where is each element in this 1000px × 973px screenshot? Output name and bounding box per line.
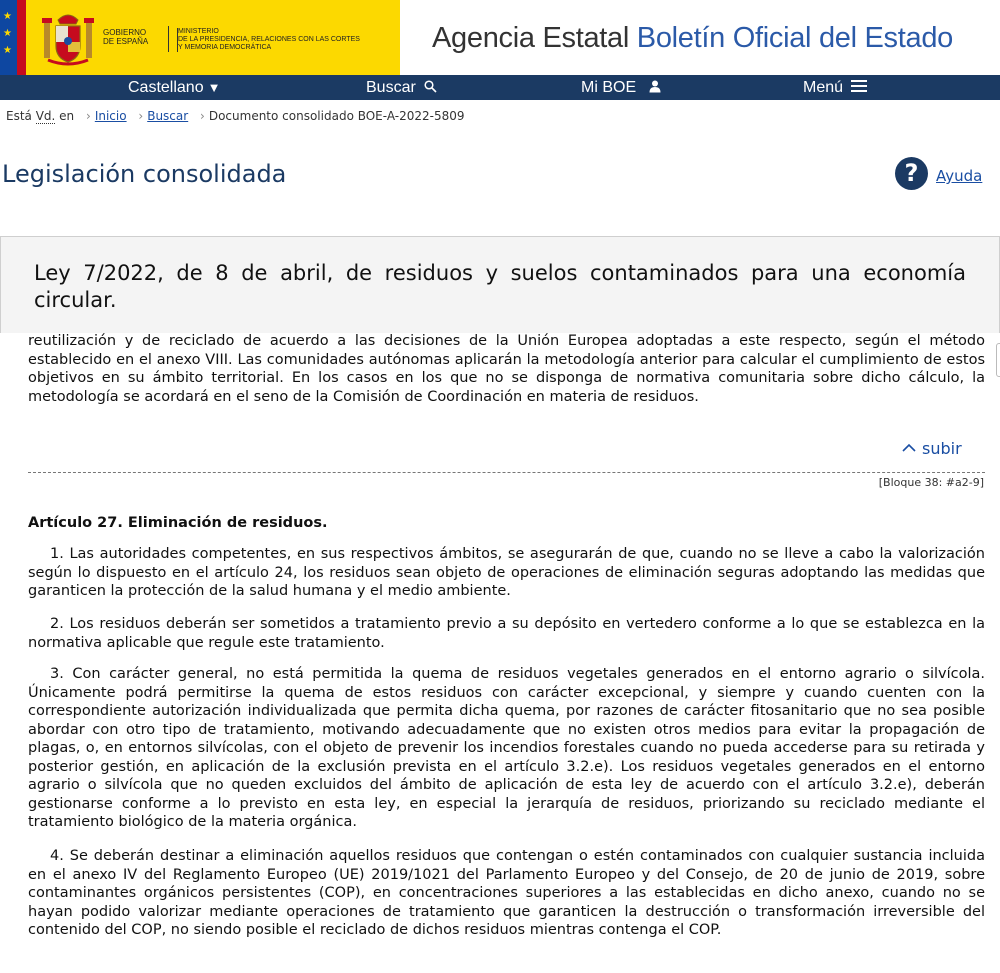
ministerio-line-3: Y MEMORIA DEMOCRÁTICA — [178, 44, 272, 51]
help-link[interactable]: Ayuda — [936, 167, 983, 185]
breadcrumb-prefix: Está — [6, 109, 36, 123]
chevron-up-icon — [902, 443, 916, 452]
nav-search[interactable] — [366, 75, 437, 100]
nav-mi-boe-label: Mi BOE — [581, 79, 637, 96]
hamburger-icon — [851, 80, 867, 92]
breadcrumb-separator: › — [200, 109, 205, 123]
page-title: Legislación consolidada — [2, 160, 287, 188]
site-title-boe: Boletín Oficial del Estado — [636, 22, 953, 54]
breadcrumb-separator: › — [138, 109, 144, 123]
caret-down-icon: ▼ — [207, 80, 221, 95]
breadcrumb-current: Documento consolidado BOE-A-2022-5809 — [208, 109, 465, 123]
article-paragraph: 3. Con carácter general, no está permitida la quema de residuos vegetales generados en el entorno agrario o silvícola. Únicamente podrá permitirse la quema de estos residuos con carácter excepcional, y siempre y cuando cuenten con la correspondiente autorización individualizada que permita dicha quema, por razones de carácter fitosanitario que no sea posible abordar con otro tipo de tratamiento, motivando adecuadamente que no existen otros medios para evitar la propagación de plagas, o, en entornos silvícolas, con el objeto de prevenir los incendios forestales cuando no pueda accederse para su retirada y posterior gestión, en aplicación de la exclusión prevista en el artículo 3.2.e). Los residuos vegetales generados en el entorno agrario o silvícola que no queden excluidos del ámbito de aplicación de esta ley de acuerdo con el artículo 3.2.e), deberán gestionarse conforme a lo previsto en esta ley, en especial la jerarquía de residuos, priorizando su reciclado mediante el tratamiento biológico de la materia orgánica. — [28, 666, 985, 830]
main-navbar — [0, 75, 1000, 100]
article-paragraph: 4. Se deberán destinar a eliminación aquellos residuos que contengan o estén contaminados con cualquier sustancia incluida en el anexo IV del Reglamento Europeo (UE) 2019/1021 del Parlamento Europeo y del Consejo, de 20 de junio de 2019, sobre contaminantes orgánicos persistentes (COP), en concentraciones superiores a las establecidas en dicho anexo, cuando no se hayan podido valorizar mediante operaciones de tratamiento que garanticen la destrucción o transformación irreversible del contenido del COP, no siendo posible el reciclado de dichos residuos mientras contenga el COP. — [28, 848, 985, 938]
scroll-up-link[interactable] — [902, 439, 962, 458]
document-title: Ley 7/2022, de 8 de abril, de residuos y suelos contaminados para una economía circular. — [34, 261, 966, 312]
site-title[interactable] — [432, 22, 953, 55]
nav-menu-label: Menú — [803, 79, 844, 96]
scroll-up-label: subir — [922, 439, 962, 458]
coat-of-arms-icon — [42, 10, 94, 66]
article-heading: Artículo 27. Eliminación de residuos. — [28, 515, 328, 531]
header-divider — [168, 26, 169, 52]
nav-search-label: Buscar — [366, 79, 416, 96]
article-paragraph: 1. Las autoridades competentes, en sus respectivos ámbitos, se asegurarán de que, cuando no se lleve a cabo la valorización según lo dispuesto en el artículo 24, los residuos sean objeto de operaciones de eliminación seguras adoptando las medidas que garanticen la protección de la salud humana y el medio ambiente. — [28, 546, 985, 599]
gobierno-line-1: GOBIERNO — [103, 28, 147, 37]
government-banner[interactable] — [0, 0, 400, 75]
site-title-agency: Agencia Estatal — [432, 22, 637, 54]
ministerio-label — [177, 28, 360, 52]
continued-paragraph: reutilización y de reciclado de acuerdo a las decisiones de la Unión Europea adoptadas a este respecto, según el método establecido en el anexo VIII. Las comunidades autónomas aplicarán la metodología anterior para calcular el cumplimiento de estos objetivos en su ámbito territorial. En los casos en los que no se disponga de normativa comunitaria sobre dicho cálculo, la metodología se acordará en el seno de la Comisión de Coordinación en materia de residuos. — [28, 333, 985, 405]
user-icon — [649, 80, 661, 93]
ministerio-line-2: DE LA PRESIDENCIA, RELACIONES CON LAS CORTES — [178, 36, 360, 43]
breadcrumb-prefix-end: en — [55, 109, 75, 123]
eu-flag-icon: ★ ★ ★ — [0, 0, 17, 75]
block-divider — [28, 472, 985, 473]
language-label: Castellano — [128, 79, 204, 96]
block-reference: [Bloque 38: #a2-9] — [878, 476, 984, 489]
breadcrumb — [6, 109, 465, 123]
help-icon[interactable]: ? — [895, 157, 928, 190]
breadcrumb-buscar-link[interactable]: Buscar — [147, 109, 189, 123]
breadcrumb-separator: › — [86, 109, 91, 123]
gobierno-line-2: DE ESPAÑA — [103, 37, 149, 46]
gobierno-label — [103, 28, 148, 46]
spain-flag-stripe — [17, 0, 26, 75]
language-selector[interactable] — [128, 75, 220, 100]
nav-mi-boe[interactable] — [581, 75, 661, 100]
side-panel-tab[interactable] — [996, 343, 1000, 377]
ministerio-line-1: MINISTERIO — [178, 28, 219, 35]
breadcrumb-abbr: Vd. — [35, 109, 56, 123]
search-icon — [424, 80, 437, 93]
article-paragraph: 2. Los residuos deberán ser sometidos a tratamiento previo a su depósito en vertedero conforme a lo que se establezca en la normativa aplicable que regule este tratamiento. — [28, 616, 985, 651]
breadcrumb-inicio-link[interactable]: Inicio — [94, 109, 127, 123]
site-header — [0, 0, 1000, 75]
nav-menu[interactable] — [803, 75, 867, 100]
